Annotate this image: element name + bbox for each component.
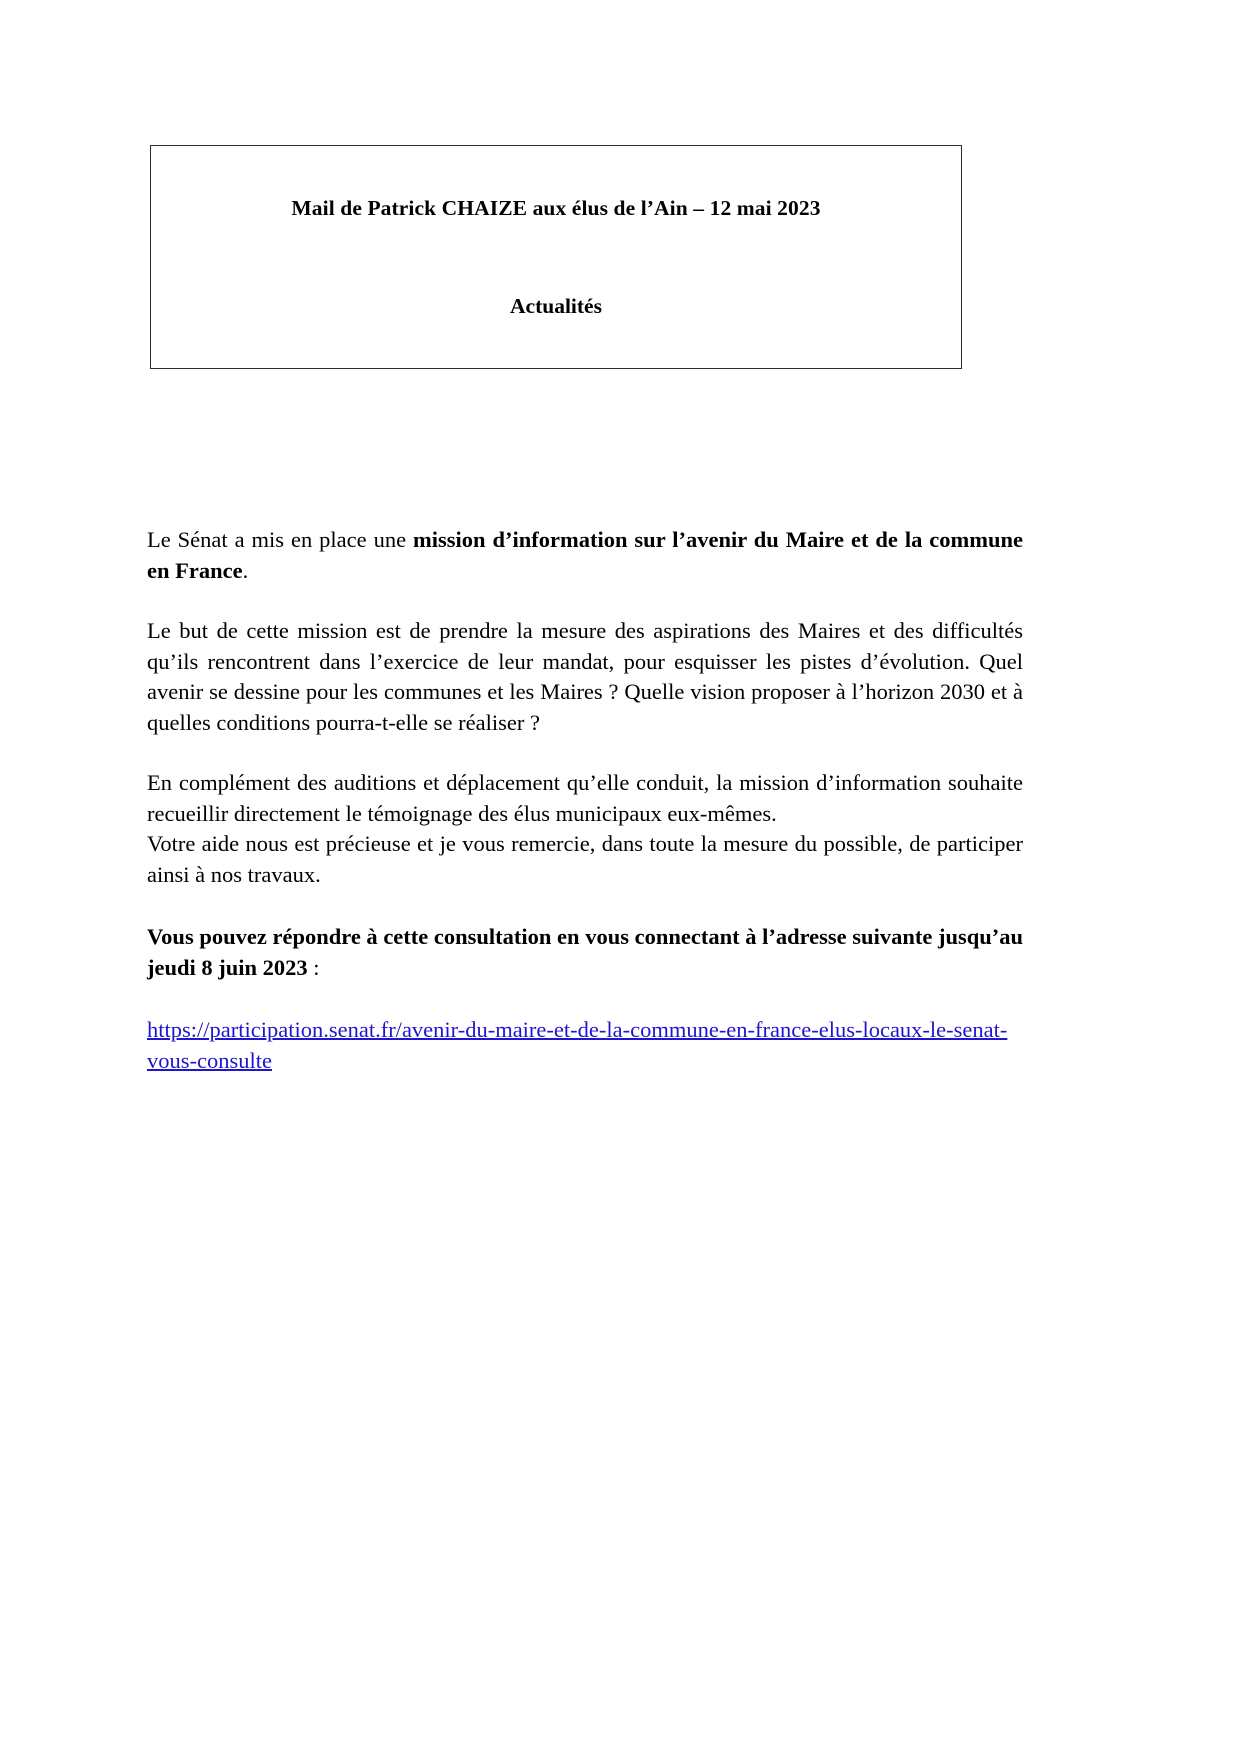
consultation-link-block [147, 1015, 1017, 1076]
call-to-action-tail: : [307, 954, 320, 980]
header-box [150, 145, 962, 369]
paragraph-intro-emphasis: mission d’information sur l’avenir du Maire et de la commune en France [147, 527, 1023, 583]
paragraph-spacer [147, 890, 1023, 922]
paragraph-intro-tail: . [242, 557, 249, 583]
consultation-link[interactable]: https://participation.senat.fr/avenir-du-maire-et-de-la-commune-en-france-elus-locaux-le-senat-vous-consulte [147, 1017, 1008, 1073]
paragraph-spacer [147, 983, 1023, 1015]
paragraph-intro-lead: Le Sénat a mis en place une [147, 527, 414, 552]
call-to-action-emphasis: Vous pouvez répondre à cette consultation en vous connectant à l’adresse suivante jusqu’au jeudi 8 juin 2023 [147, 924, 1023, 980]
header-subtitle: Actualités [510, 294, 602, 318]
paragraph-mission-purpose: Le but de cette mission est de prendre la mesure des aspirations des Maires et des difficultés qu’ils rencontrent dans l’exercice de leur mandat, pour esquisser les pistes d’évolution. Quel avenir se dessine pour les communes et les Maires ? Quelle vision proposer à l’horizon 2030 et à quelles conditions pourra-t-elle se réaliser ? [147, 618, 1023, 735]
paragraph-testimony: En complément des auditions et déplacement qu’elle conduit, la mission d’information souhaite recueillir directement le témoignage des élus municipaux eux-mêmes. [147, 770, 1023, 826]
document-body [147, 525, 1023, 1076]
paragraph-spacer [147, 738, 1023, 768]
page-title: Mail de Patrick CHAIZE aux élus de l’Ain – 12 mai 2023 [291, 196, 821, 220]
paragraph-spacer [147, 586, 1023, 616]
paragraph-intro [147, 525, 1023, 586]
paragraph-call-to-action [147, 922, 1023, 983]
paragraph-thanks: Votre aide nous est précieuse et je vous remercie, dans toute la mesure du possible, de participer ainsi à nos travaux. [147, 831, 1023, 887]
